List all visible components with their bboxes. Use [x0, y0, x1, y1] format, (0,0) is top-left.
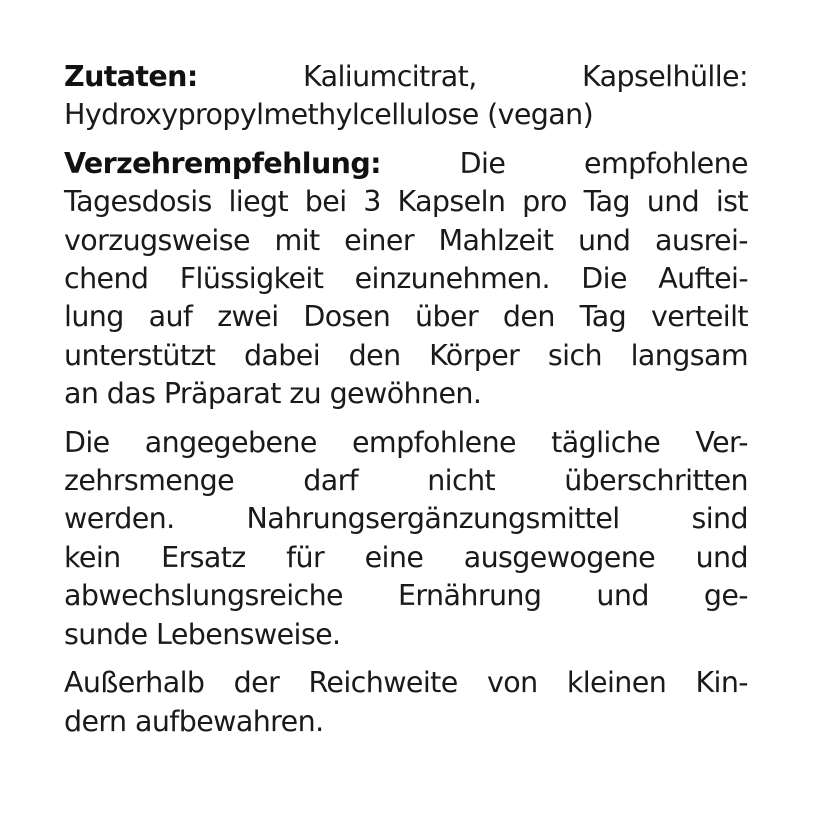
product-information-text: [64, 58, 748, 751]
recommendation-line-3: vorzugsweise mit einer Mahlzeit und ausrei-: [64, 223, 748, 257]
warning-paragraph: [64, 424, 748, 654]
recommendation-paragraph: [64, 145, 748, 414]
ingredients-paragraph: [64, 58, 748, 135]
ingredients-line-1: [64, 58, 748, 96]
warning-line-5: abwechslungsreiche Ernährung und ge-: [64, 579, 748, 613]
recommendation-line-6: unterstützt dabei den Körper sich langsam: [64, 338, 748, 372]
warning-line-1: Die angegebene empfohlene tägliche Ver-: [64, 425, 748, 459]
warning-line-3: werden. Nahrungsergänzungsmittel sind: [64, 502, 748, 536]
recommendation-line-2: Tagesdosis liegt bei 3 Kapseln pro Tag und ist: [64, 185, 748, 219]
warning-line-2: zehrsmenge darf nicht überschritten: [64, 464, 748, 498]
recommendation-line-1: [64, 145, 748, 183]
storage-line-1: Außerhalb der Reichweite von kleinen Kin-: [64, 666, 748, 700]
recommendation-line-4: chend Flüssigkeit einzunehmen. Die Auftei-: [64, 262, 748, 296]
ingredients-text: Kaliumcitrat, Kapselhülle:: [197, 60, 748, 93]
ingredients-line-2: Hydroxypropylmethylcellulose (vegan): [64, 98, 594, 132]
recommendation-line-7: an das Präparat zu gewöhnen.: [64, 377, 482, 411]
recommendation-label: Verzehrempfehlung:: [64, 146, 381, 180]
storage-paragraph: [64, 664, 748, 741]
recommendation-line-5: lung auf zwei Dosen über den Tag verteilt: [64, 300, 748, 334]
warning-line-4: kein Ersatz für eine ausgewogene und: [64, 540, 748, 574]
recommendation-text: Die empfohlene: [380, 146, 748, 180]
storage-line-2: dern aufbewahren.: [64, 704, 324, 738]
warning-line-6: sunde Lebensweise.: [64, 617, 341, 651]
ingredients-label: Zutaten:: [64, 60, 198, 93]
